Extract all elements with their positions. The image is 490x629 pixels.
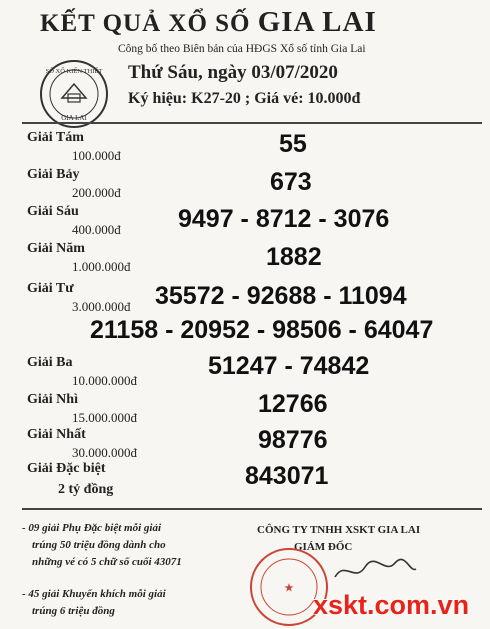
title-prefix: KẾT QUẢ XỔ SỐ — [40, 10, 251, 37]
prize-amount-2: 15.000.000đ — [72, 410, 137, 425]
page-title — [40, 6, 377, 39]
prize-label-8: Giải Tám — [27, 130, 84, 145]
signature-scribble-icon — [330, 555, 420, 590]
prize-number-special: 843071 — [245, 462, 329, 490]
prize-amount-7: 200.000đ — [72, 185, 121, 200]
divider-bottom — [22, 508, 482, 510]
prize-label-special: Giải Đặc biệt — [27, 461, 106, 476]
prize-label-3: Giải Ba — [27, 355, 73, 370]
prize-amount-3: 10.000.000đ — [72, 373, 137, 388]
prize-number-2: 12766 — [258, 390, 328, 418]
prize-label-2: Giải Nhì — [27, 392, 78, 407]
prize-number-4b: 21158 - 20952 - 98506 - 64047 — [90, 316, 434, 344]
ticket-symbol-price: Ký hiệu: K27-20 ; Giá vé: 10.000đ — [128, 90, 361, 107]
prize-number-3: 51247 - 74842 — [208, 352, 370, 380]
prize-label-7: Giải Bảy — [27, 167, 80, 182]
note-line-5: trúng 6 triệu đồng — [32, 605, 115, 617]
svg-text:SỔ XỔ KIẾN THIẾT: SỔ XỔ KIẾN THIẾT — [45, 68, 103, 75]
director-title: GIÁM ĐỐC — [294, 541, 353, 553]
prize-number-1: 98776 — [258, 426, 328, 454]
prize-amount-4: 3.000.000đ — [72, 299, 131, 314]
prize-number-6: 9497 - 8712 - 3076 — [178, 205, 390, 233]
note-line-1: - 09 giải Phụ Đặc biệt mỗi giải — [22, 522, 162, 534]
lottery-seal-logo — [40, 60, 108, 128]
divider-top — [22, 122, 482, 124]
prize-label-5: Giải Năm — [27, 241, 85, 256]
prize-amount-5: 1.000.000đ — [72, 259, 131, 274]
prize-amount-8: 100.000đ — [72, 148, 121, 163]
title-province: GIA LAI — [257, 6, 377, 38]
draw-date: Thứ Sáu, ngày 03/07/2020 — [128, 62, 338, 83]
svg-text:GIA LAI: GIA LAI — [61, 114, 87, 122]
company-name: CÔNG TY TNHH XSKT GIA LAI — [257, 524, 421, 536]
prize-number-5: 1882 — [266, 243, 322, 271]
announcement-text: Công bố theo Biên bản của HĐGS Xổ số tỉnh Gia Lai — [118, 43, 366, 55]
prize-amount-1: 30.000.000đ — [72, 445, 137, 460]
prize-label-6: Giải Sáu — [27, 204, 79, 219]
note-line-2: trúng 50 triệu đồng dành cho — [32, 539, 166, 551]
prize-number-7: 673 — [270, 168, 312, 196]
prize-number-8: 55 — [279, 130, 307, 158]
note-line-3: những vé có 5 chữ số cuối 43071 — [32, 556, 182, 568]
prize-label-1: Giải Nhất — [27, 427, 86, 442]
svg-text:★: ★ — [284, 583, 294, 594]
prize-label-4: Giải Tư — [27, 281, 74, 296]
prize-amount-6: 400.000đ — [72, 222, 121, 237]
watermark-brand: xskt.com.vn — [313, 590, 470, 620]
note-line-4: - 45 giải Khuyến khích mỗi giải — [22, 588, 166, 600]
prize-amount-special: 2 tỷ đồng — [58, 482, 114, 497]
prize-number-4a: 35572 - 92688 - 11094 — [155, 282, 407, 310]
